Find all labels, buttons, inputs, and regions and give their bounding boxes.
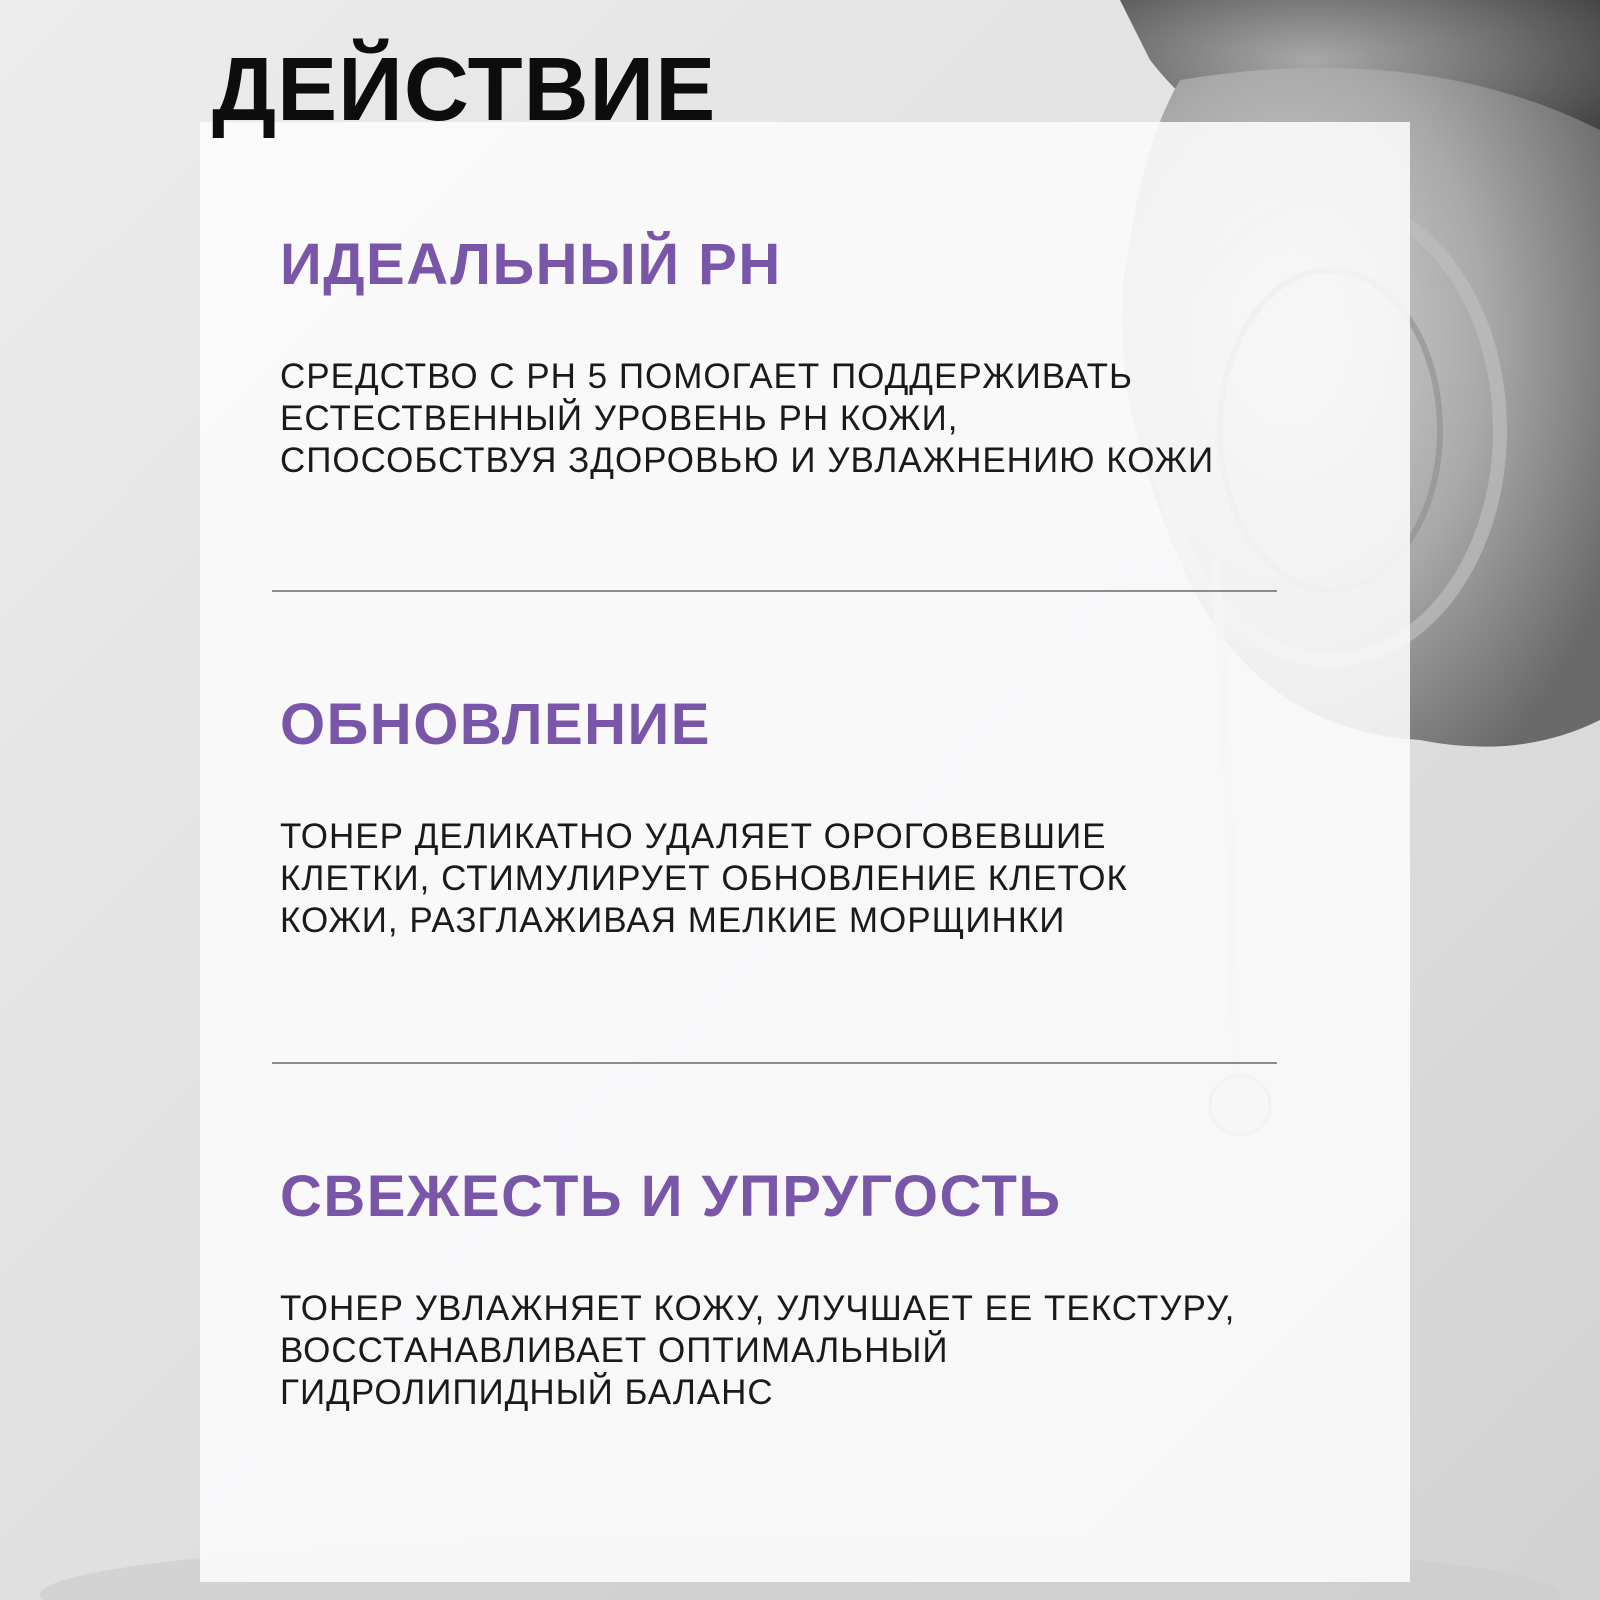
section-ideal-ph [280, 232, 1320, 482]
section-heading: ОБНОВЛЕНИЕ [280, 692, 711, 757]
section-heading: ИДЕАЛЬНЫЙ PH [280, 232, 782, 297]
section-heading: СВЕЖЕСТЬ И УПРУГОСТЬ [280, 1164, 1062, 1229]
section-freshness-elasticity [280, 1164, 1320, 1414]
divider [272, 1062, 1277, 1064]
divider [272, 590, 1277, 592]
section-renewal [280, 692, 1320, 942]
section-text: СРЕДСТВО С PH 5 ПОМОГАЕТ ПОДДЕРЖИВАТЬ ЕСТЕСТВЕННЫЙ УРОВЕНЬ PH КОЖИ, СПОСОБСТВУЯ ЗДОРОВЬЮ И УВЛАЖНЕНИЮ КОЖИ [280, 357, 1215, 480]
page-title: ДЕЙСТВИЕ [212, 40, 717, 140]
section-text: ТОНЕР УВЛАЖНЯЕТ КОЖУ, УЛУЧШАЕТ ЕЕ ТЕКСТУРУ, ВОССТАНАВЛИВАЕТ ОПТИМАЛЬНЫЙ ГИДРОЛИПИДНЫЙ БАЛАНС [280, 1289, 1236, 1412]
section-text: ТОНЕР ДЕЛИКАТНО УДАЛЯЕТ ОРОГОВЕВШИЕ КЛЕТКИ, СТИМУЛИРУЕТ ОБНОВЛЕНИЕ КЛЕТОК КОЖИ, РАЗГЛАЖИВАЯ МЕЛКИЕ МОРЩИНКИ [280, 817, 1128, 940]
